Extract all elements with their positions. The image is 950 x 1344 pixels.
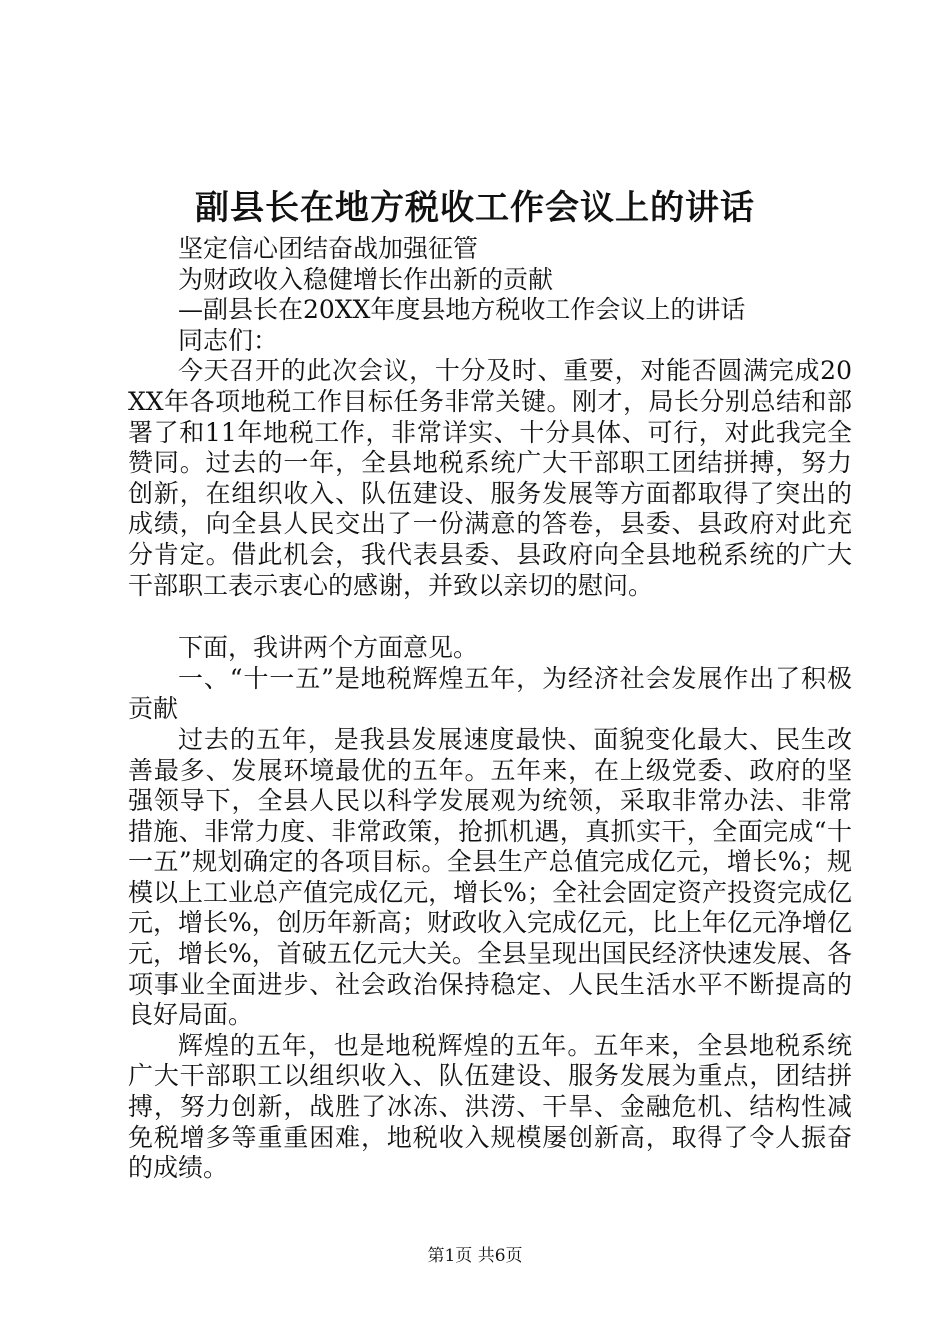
salutation: 同志们： bbox=[178, 325, 279, 355]
subtitle-line-2: 为财政收入稳健增长作出新的贡献 bbox=[178, 264, 554, 294]
subtitle-line-1: 坚定信心团结奋战加强征管 bbox=[178, 234, 479, 263]
body-paragraph: 今天召开的此次会议，十分及时、重要，对能否圆满完成20XX年各项地税工作目标任务非常关键。刚才，局长分别总结和部署了和11年地税工作，非常详实、十分具体、可行，对此我完全赞同。过去的一年，全县地税系统广大干部职工团结拼搏，努力创新，在组织收入、队伍建设、服务发展等方面都取得了突出的成绩，向全县人民交出了一份满意的答卷，县委、县政府对此充分肯定。借此机会，我代表县委、县政府向全县地税系统的广大干部职工表示衷心的感谢，并致以亲切的慰问。 bbox=[128, 356, 852, 600]
page-footer: 第1页 共6页 bbox=[427, 1246, 523, 1266]
body-paragraph: 过去的五年，是我县发展速度最快、面貌变化最大、民生改善最多、发展环境最优的五年。五年来，在上级党委、政府的坚强领导下，全县人民以科学发展观为统领，采取非常办法、非常措施、非常力度、非常政策，抢抓机遇，真抓实干，全面完成“十一五”规划确定的各项目标。全县生产总值完成亿元，增长%；规模以上工业总产值完成亿元，增长%；全社会固定资产投资完成亿元，增长%，创历年新高；财政收入完成亿元，比上年亿元净增亿元，增长%，首破五亿元大关。全县呈现出国民经济快速发展、各项事业全面进步、社会政治保持稳定、人民生活水平不断提高的良好局面。 bbox=[128, 724, 852, 1030]
subtitle-line-3: —副县长在20XX年度县地方税收工作会议上的讲话 bbox=[178, 295, 746, 325]
body-paragraph: 下面，我讲两个方面意见。 bbox=[178, 633, 479, 663]
document-body bbox=[128, 234, 852, 1184]
body-paragraph: 辉煌的五年，也是地税辉煌的五年。五年来，全县地税系统广大干部职工以组织收入、队伍建设、服务发展为重点，团结拼搏，努力创新，战胜了冰冻、洪涝、干旱、金融危机、结构性减免税增多等重重困难，地税收入规模屡创新高，取得了令人振奋的成绩。 bbox=[128, 1030, 852, 1183]
section-heading: 一、“十一五”是地税辉煌五年，为经济社会发展作出了积极贡献 bbox=[128, 663, 852, 724]
document-title: 副县长在地方税收工作会议上的讲话 bbox=[195, 188, 755, 228]
